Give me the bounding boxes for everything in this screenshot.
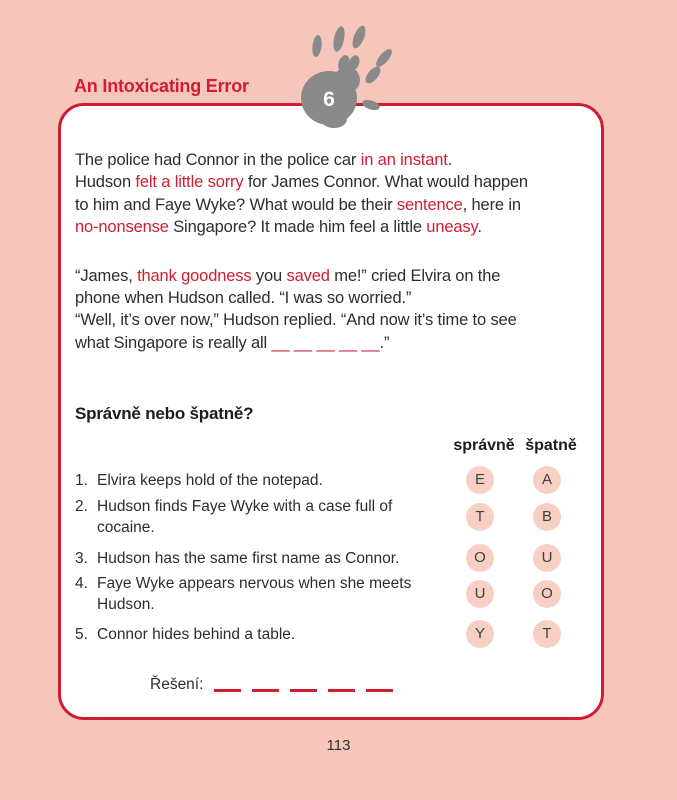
text-run: “Well, it’s over now,” Hudson replied. “And now it’s time to see	[75, 311, 517, 330]
answer-circle-spatne: B	[533, 503, 561, 531]
story-line	[75, 287, 591, 309]
exercise-item-1	[75, 466, 580, 494]
item-text-block	[75, 624, 435, 645]
story-line	[75, 194, 591, 216]
story-line	[75, 332, 591, 354]
text-run: The police had Connor in the police car	[75, 151, 361, 169]
text-run: , here in	[462, 195, 521, 214]
exercise-item-2	[75, 496, 580, 538]
text-run: phone when Hudson called. “I was so worried.”	[75, 289, 412, 308]
item-statement: Hudson has the same first name as Connor.	[97, 549, 400, 567]
text-run: for James Connor. What would happen	[243, 173, 528, 192]
text-run: Singapore? It made him feel a little	[168, 218, 427, 237]
solution-label: Řešení:	[150, 676, 204, 693]
item-statement: Faye Wyke appears nervous when she meets Hudson.	[97, 575, 412, 613]
answer-circle-spravne: O	[466, 544, 494, 572]
solution-blank	[328, 686, 355, 692]
chapter-number: 6	[323, 88, 335, 111]
highlighted-phrase: in an instant	[360, 151, 448, 169]
handprint-icon	[296, 18, 402, 140]
exercise-item-5	[75, 620, 580, 648]
item-number: 4.	[75, 575, 88, 592]
story-line	[75, 149, 591, 171]
text-run: you	[251, 266, 287, 285]
answer-circle-spatne: O	[533, 580, 561, 608]
story-paragraph-2	[75, 265, 591, 355]
item-text-block	[75, 548, 435, 569]
solution-blank	[214, 686, 241, 692]
story-paragraph-1	[75, 149, 591, 239]
story-line	[75, 216, 591, 238]
answer-circle-spravne: T	[466, 503, 494, 531]
text-run: .	[447, 151, 453, 169]
text-run: to him and Faye Wyke? What would be their	[75, 195, 397, 214]
solution-row	[150, 676, 393, 694]
column-header-spatne: špatně	[525, 437, 577, 454]
item-statement: Elvira keeps hold of the notepad.	[97, 471, 323, 489]
story-text	[75, 149, 591, 354]
item-number: 1.	[75, 471, 88, 489]
text-run: Hudson	[75, 173, 136, 192]
text-run: .”	[379, 333, 390, 352]
answer-circle-spravne: U	[466, 580, 494, 608]
exercise-item-3	[75, 544, 580, 572]
answer-circle-spatne: U	[533, 544, 561, 572]
story-line	[75, 265, 591, 287]
highlighted-phrase: thank goodness	[137, 266, 252, 285]
solution-blank	[366, 686, 393, 692]
item-statement: Hudson finds Faye Wyke with a case full of cocaine.	[97, 498, 393, 536]
item-text-block	[75, 573, 435, 615]
text-run: .	[477, 218, 482, 237]
highlighted-phrase: saved	[286, 266, 330, 285]
item-number: 5.	[75, 625, 88, 643]
column-header-spravne: správně	[453, 437, 515, 454]
item-text-block	[75, 470, 435, 491]
highlighted-phrase: __ __ __ __ __	[271, 333, 380, 352]
highlighted-phrase: felt a little sorry	[135, 173, 244, 192]
page-number: 113	[326, 737, 351, 754]
answer-circle-spatne: T	[533, 620, 561, 648]
highlighted-phrase: sentence	[396, 195, 463, 214]
item-text-block	[75, 496, 435, 538]
item-number: 2.	[75, 498, 88, 515]
story-line	[75, 171, 591, 193]
highlighted-phrase: uneasy	[426, 218, 478, 237]
answer-circle-spravne: E	[466, 466, 494, 494]
item-number: 3.	[75, 549, 88, 567]
text-run: me!” cried Elvira on the	[329, 266, 501, 285]
highlighted-phrase: no-nonsense	[75, 218, 169, 237]
exercise-heading: Správně nebo špatně?	[75, 404, 254, 423]
solution-blank	[290, 686, 317, 692]
item-statement: Connor hides behind a table.	[97, 625, 296, 643]
answer-circle-spravne: Y	[466, 620, 494, 648]
solution-blank	[252, 686, 279, 692]
text-run: what Singapore is really all	[75, 333, 272, 352]
answer-circle-spatne: A	[533, 466, 561, 494]
exercise-item-4	[75, 573, 580, 615]
solution-blanks	[203, 686, 393, 694]
story-line	[75, 309, 591, 331]
page-title: An Intoxicating Error	[74, 76, 249, 96]
text-run: “James,	[75, 266, 138, 285]
